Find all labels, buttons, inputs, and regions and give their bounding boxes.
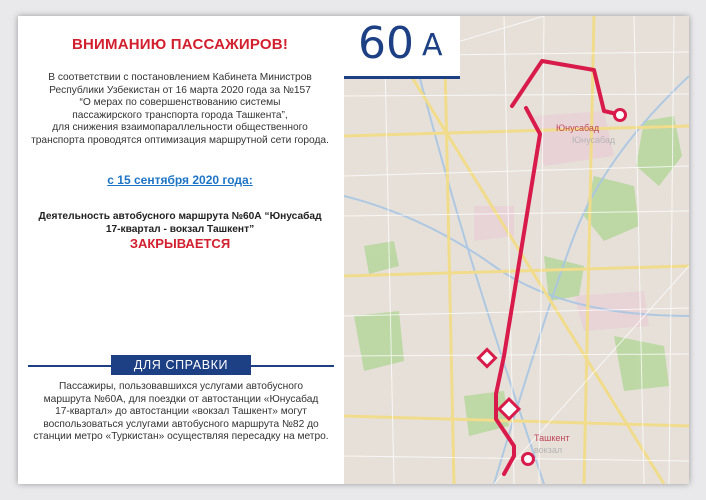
route-number: 60: [358, 18, 414, 69]
intro-line: для снижения взаимопараллельности общественного: [52, 122, 308, 134]
notice-intro: [24, 72, 336, 148]
notice-panel: [18, 16, 342, 484]
route-line: Деятельность автобусного маршрута №60А “Юнусабад: [38, 211, 322, 222]
info-line: станции метро «Туркистан» осуществляя пересадку на метро.: [33, 431, 329, 443]
info-line: 17-квартал» до автостанции «вокзал Ташкент» могут: [55, 406, 307, 418]
map-label-yunusabad-sub: Юнусабад: [572, 135, 616, 145]
closing-status: ЗАКРЫВАЕТСЯ: [129, 236, 231, 251]
notice-headline: ВНИМАНИЮ ПАССАЖИРОВ!: [71, 36, 289, 53]
map-label-yunusabad: Юнусабад: [556, 123, 600, 133]
route-letter: А: [422, 28, 443, 63]
info-line: Пассажиры, пользовавшихся услугами автобусного: [58, 381, 304, 392]
intro-line: В соответствии с постановлением Кабинета Министров: [48, 72, 312, 83]
map-label-tashkent: Ташкент: [534, 433, 570, 443]
reference-info: [26, 381, 336, 444]
info-line: воспользоваться услугами автобусного маршрута №82 до: [43, 418, 319, 430]
intro-line: пассажирского транспорта города Ташкента”,: [72, 109, 288, 121]
intro-line: Республики Узбекистан от 16 марта 2020 года за №157: [49, 84, 311, 96]
notice-card: [18, 16, 689, 484]
route-number-badge: [344, 16, 460, 79]
city-map-graphic: [344, 16, 689, 484]
route-line: 17-квартал - вокзал Ташкент”: [105, 223, 255, 235]
effective-date: с 15 сентября 2020 года:: [107, 173, 253, 187]
info-line: маршрута №60А, для поездки от автостанции «Юнусабад: [43, 393, 319, 405]
route-map: [344, 16, 689, 484]
intro-line: транспорта проводятся оптимизация маршрутной сети города.: [31, 134, 329, 146]
route-description: [28, 211, 332, 236]
map-label-station: вокзал: [534, 445, 563, 455]
intro-line: “О мерах по совершенствованию системы: [79, 97, 281, 109]
reference-label: ДЛЯ СПРАВКИ: [111, 355, 251, 375]
